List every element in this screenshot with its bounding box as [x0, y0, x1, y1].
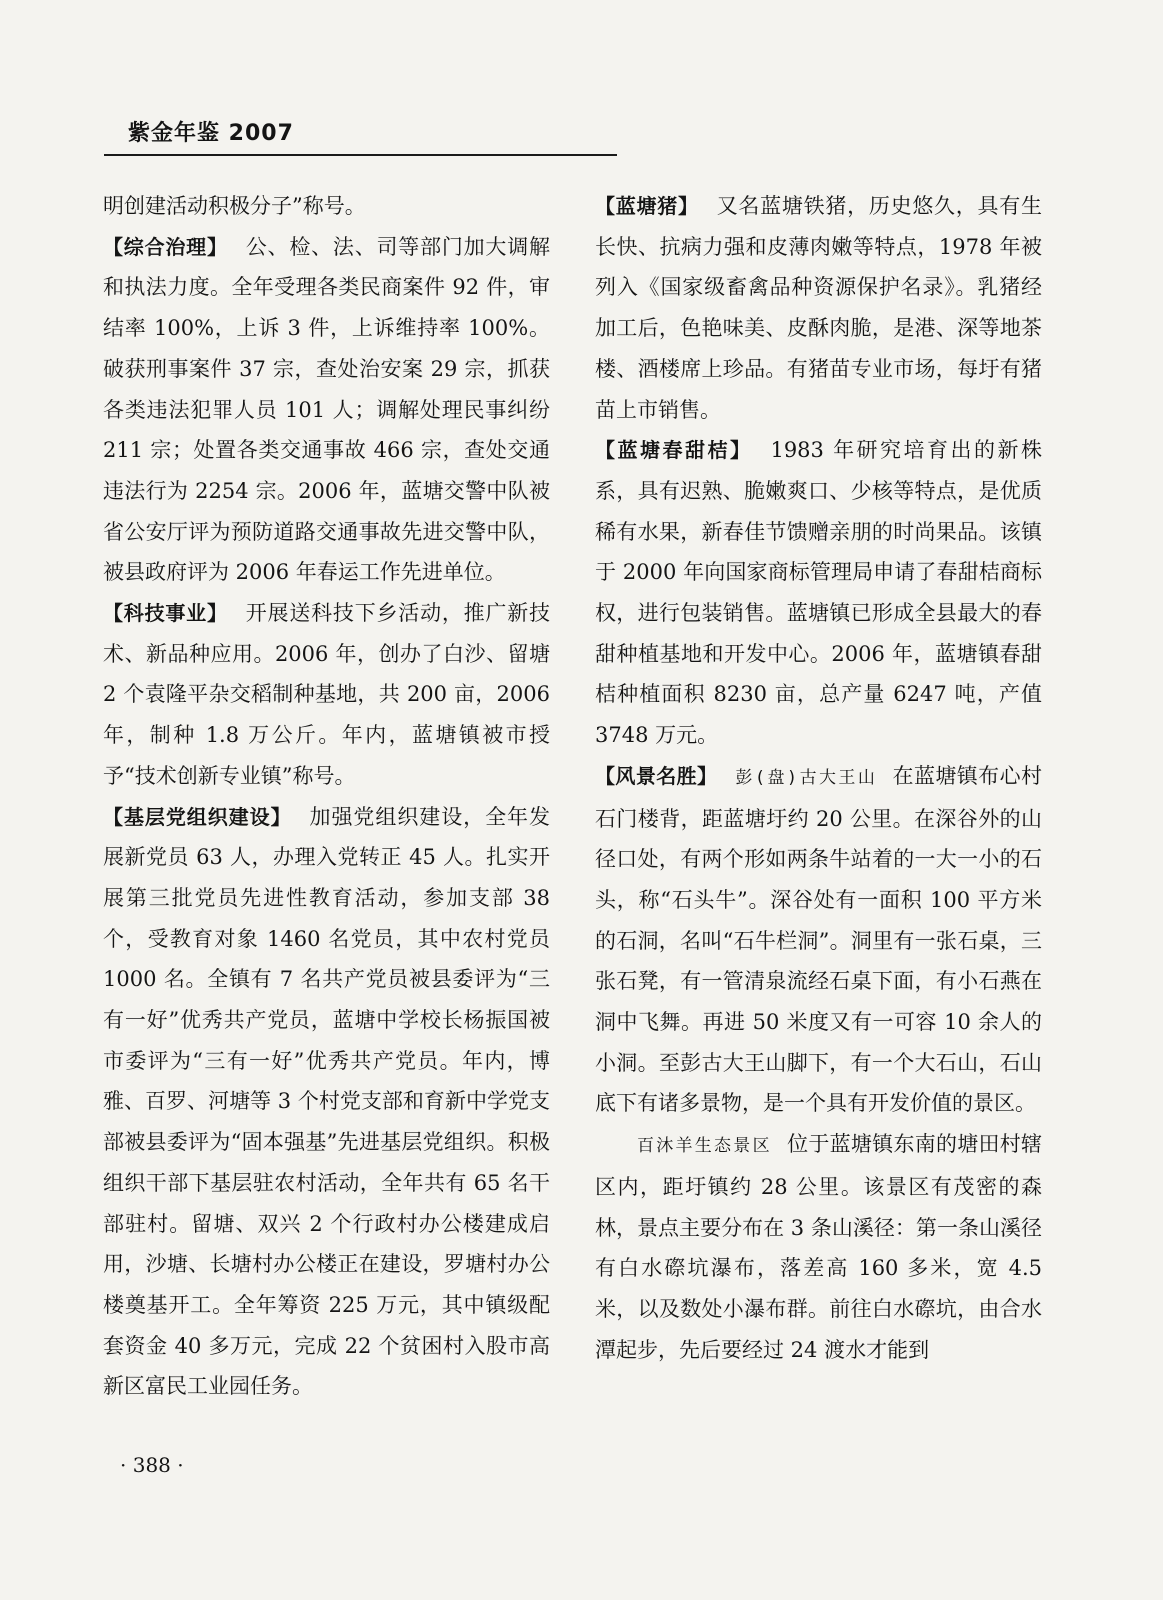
place-name: 百沐羊生态景区: [637, 1136, 772, 1157]
section-tag: 【科技事业】: [103, 601, 228, 626]
section-text: 1983 年研究培育出的新株系，具有迟熟、脆嫩爽口、少核等特点，是优质稀有水果，新春佳节馈赠亲朋的时尚果品。该镇于 2000 年向国家商标管理局申请了春甜桔商标权，进行包装销售。蓝塘镇已形成全县最大的春甜种植基地和开发中心。2006 年，蓝塘镇春甜桔种植面积 8230 亩，总产量 6247 吨，产值 3748 万元。: [595, 438, 1043, 748]
right-column: [595, 186, 1042, 1370]
running-header: [104, 116, 617, 156]
section-text: 开展送科技下乡活动，推广新技术、新品种应用。2006 年，创办了白沙、留塘 2 个袁隆平杂交稻制种基地，共 200 亩，2006 年，制种 1.8 万公斤。年内，蓝塘镇被市授予“技术创新专业镇”称号。: [103, 601, 551, 788]
section-tag: 【蓝塘猪】: [595, 194, 699, 218]
scenic-paragraph: [595, 1124, 1042, 1370]
section-tag: 【综合治理】: [103, 234, 228, 259]
section-text: 又名蓝塘铁猪，历史悠久，具有生长快、抗病力强和皮薄肉嫩等特点，1978 年被列入《国家级畜禽品种资源保护名录》。乳猪经加工后，色艳味美、皮酥肉脆，是港、深等地茶楼、酒楼席上珍品。有猪苗专业市场，每圩有猪苗上市销售。: [595, 194, 1043, 422]
section-tag: 【蓝塘春甜桔】: [595, 438, 753, 463]
place-name: 彭(盘)古大王山: [735, 767, 878, 788]
section-text: 公、检、法、司等部门加大调解和执法力度。全年受理各类民商案件 92 件，审结率 100%，上诉 3 件，上诉维持率 100%。破获刑事案件 37 宗，查处治安案 29 宗，抓获各类违法犯罪人员 101 人；调解处理民事纠纷 211 宗；处置各类交通事故 466 宗，查处交通违法行为 2254 宗。2006 年，蓝塘交警中队被省公安厅评为预防道路交通事故先进交警中队，被县政府评为 2006 年春运工作先进单位。: [103, 234, 551, 585]
section-tag: 【风景名胜】: [595, 763, 718, 788]
section-science-technology: [103, 593, 550, 797]
section-lantang-pig: [595, 186, 1042, 430]
section-text: 在蓝塘镇布心村石门楼背，距蓝塘圩约 20 公里。在深谷外的山径口处，有两个形如两条牛站着的一大一小的石头，称“石头牛”。深谷处有一面积 100 平方米的石洞，名叫“石牛栏洞”。洞里有一张石桌，三张石凳，有一管清泉流经石桌下面，有小石燕在洞中飞舞。再进 50 米度又有一可容 10 余人的小洞。至彭古大王山脚下，有一个大石山，石山底下有诸多景物，是一个具有开发价值的景区。: [595, 763, 1042, 1116]
section-text: 位于蓝塘镇东南的塘田村辖区内，距圩镇约 28 公里。该景区有茂密的森林，景点主要分布在 3 条山溪径：第一条山溪径有白水磜坑瀑布，落差高 160 多米，宽 4.5 米，以及数处小瀑布群。前往白水磜坑，由合水潭起步，先后要经过 24 渡水才能到: [595, 1132, 1043, 1362]
left-column: [103, 186, 550, 1407]
page-number: · 388 ·: [120, 1453, 184, 1477]
section-comprehensive-governance: [103, 227, 550, 593]
continued-paragraph: 明创建活动积极分子”称号。: [103, 194, 366, 218]
yearbook-title: 紫金年鉴 2007: [128, 121, 294, 146]
header-rule: [104, 154, 617, 156]
section-lantang-mandarin: [595, 430, 1042, 756]
section-scenic-spots: [595, 756, 1042, 1124]
section-party-organization: [103, 797, 550, 1408]
section-text: 加强党组织建设，全年发展新党员 63 人，办理入党转正 45 人。扎实开展第三批党员先进性教育活动，参加支部 38 个，受教育对象 1460 名党员，其中农村党员 1000 名。全镇有 7 名共产党员被县委评为“三有一好”优秀共产党员，蓝塘中学校长杨振国被市委评为“三有一好”优秀共产党员。年内，博雅、百罗、河塘等 3 个村党支部和育新中学党支部被县委评为“固本强基”先进基层党组织。积极组织干部下基层驻农村活动，全年共有 65 名干部驻村。留塘、双兴 2 个行政村办公楼建成启用，沙塘、长塘村办公楼正在建设，罗塘村办公楼奠基开工。全年筹资 225 万元，其中镇级配套资金 40 多万元，完成 22 个贫困村入股市高新区富民工业园任务。: [103, 804, 551, 1399]
section-tag: 【基层党组织建设】: [103, 804, 292, 829]
